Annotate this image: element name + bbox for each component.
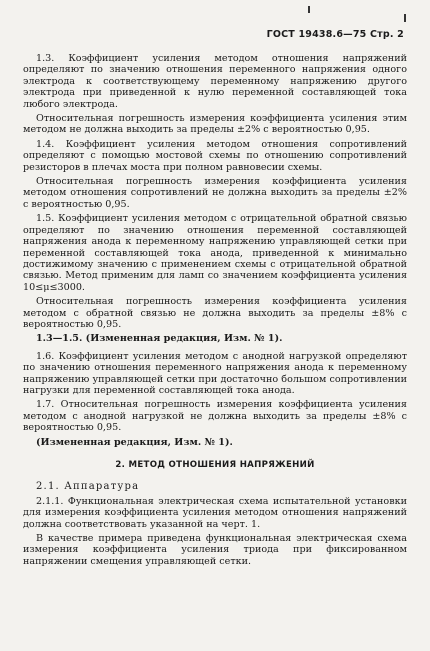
amendment-note-1: 1.3—1.5. (Измененная редакция, Изм. № 1). [36, 333, 283, 345]
document-body [23, 53, 407, 570]
paragraph-example: В качестве примера приведена функциональная электрическая схема измерения коэффициента усиления триода при фиксированном напряжении смещения управляющей сетки. [23, 533, 407, 567]
paragraph-error-1-4: Относительная погрешность измерения коэффициента усиления методом отношения сопротивлений не должна выходить за пределы ±2% с вероятностью 0,95. [23, 176, 407, 210]
paragraph-1-5: 1.5. Коэффициент усиления методом с отрицательной обратной связью определяют по значению отношения переменной составляющей напряжения анода к переменному напряжению управляющей сетки при переменной составляющей тока анода, приведенной к минимально достижимому значению с применением схемы с отрицательной обратной связью. Метод применим для ламп со значением коэффициента усиления 10≤μ≤3000. [23, 213, 407, 293]
paragraph-1-6: 1.6. Коэффициент усиления методом с анодной нагрузкой определяют по значению отношения переменного напряжения анода к переменному напряжению управляющей сетки при достаточно большом сопротивлении нагрузки для переменной составляющей тока анода. [23, 350, 407, 396]
scan-mark [404, 14, 406, 22]
paragraph-error-1-3: Относительная погрешность измерения коэффициента усиления этим методом не должна выходить за пределы ±2% с вероятностью 0,95. [23, 113, 407, 136]
paragraph-2-1-1: 2.1.1. Функциональная электрическая схема испытательной установки для измерения коэффициента усиления методом отношения напряжений должна соответствовать указанной на черт. 1. [23, 495, 407, 530]
paragraph-error-1-5: Относительная погрешность измерения коэффициента усиления методом с обратной связью не должна выходить за пределы ±8% с вероятностью 0,95. [23, 296, 407, 330]
subsection-heading: 2.1. Аппаратура [36, 481, 140, 493]
page-header: ГОСТ 19438.6—75 Стр. 2 [266, 29, 404, 40]
amendment-note-2: (Измененная редакция, Изм. № 1). [36, 436, 233, 448]
section-heading: 2. МЕТОД ОТНОШЕНИЯ НАПРЯЖЕНИЙ [115, 460, 315, 470]
scan-mark [308, 6, 310, 13]
paragraph-1-7: 1.7. Относительная погрешность измерения коэффициента усиления методом с анодной нагрузкой не должна выходить за пределы ±8% с вероятностью 0,95. [23, 399, 407, 434]
paragraph-1-4: 1.4. Коэффициент усиления методом отношения сопротивлений определяют с помощью мостовой схемы по отношению сопротивлений резисторов в плечах моста при полном равновесии схемы. [23, 138, 407, 173]
paragraph-1-3: 1.3. Коэффициент усиления методом отношения напряжений определяют по значению отношения переменного напряжения одного электрода к соответствующему переменному напряжению другого электрода при приведенной к нулю переменной составляющей тока любого электрода. [23, 53, 407, 110]
